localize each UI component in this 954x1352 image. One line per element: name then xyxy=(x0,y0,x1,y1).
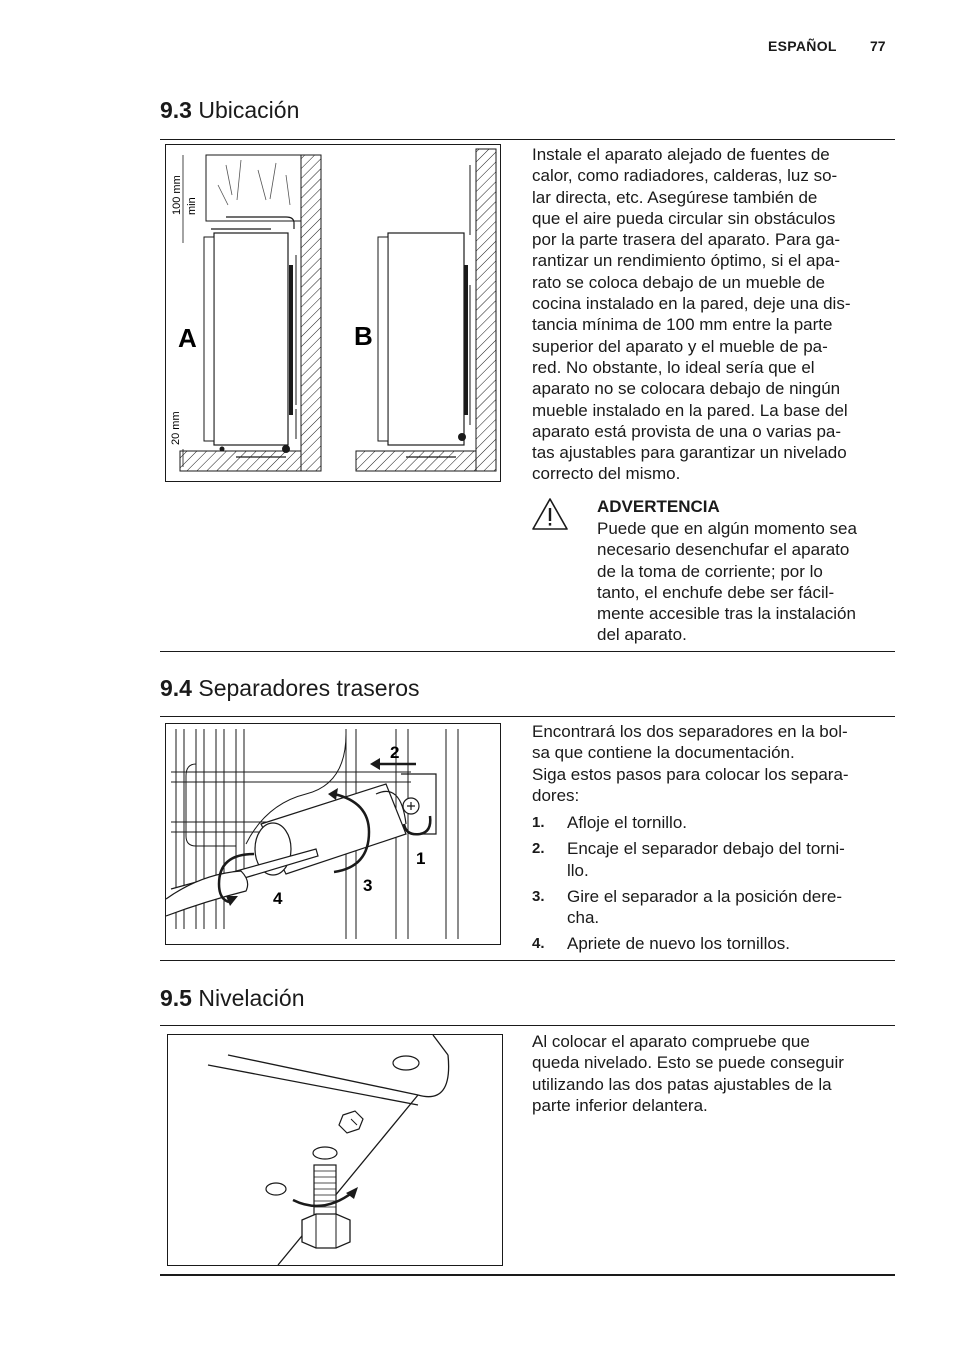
section-rule xyxy=(160,139,895,140)
wall-cabinet xyxy=(206,155,301,221)
warning-text: Puede que en algún momento sea necesario desenchufar el aparato de la toma de corriente; por lo tanto, el enchufe debe ser fácil- mente accesible tras la instalación del aparato. xyxy=(597,519,857,645)
dim-top-min-label: min xyxy=(186,197,198,215)
section-rule xyxy=(160,651,895,652)
appliance-a xyxy=(214,233,288,445)
wall-b xyxy=(476,149,496,471)
warning-title: ADVERTENCIA xyxy=(597,497,720,516)
section-number: 9.5 xyxy=(160,985,192,1011)
step-number-4: 4 xyxy=(273,889,283,908)
separadores-intro: Encontrará los dos separadores en la bol- sa que contiene la documentación. Siga estos pasos para colocar los separa- dores: xyxy=(532,722,849,805)
section-rule xyxy=(160,960,895,961)
leveling-figure xyxy=(167,1034,503,1266)
list-item: 2. Encaje el separador debajo del torni- llo. xyxy=(532,839,845,880)
label-a: A xyxy=(178,323,197,353)
section-number: 9.3 xyxy=(160,97,192,123)
separadores-steps xyxy=(532,812,882,960)
section-heading: Nivelación xyxy=(198,985,305,1011)
floor-a xyxy=(180,451,301,471)
leveling-illustration xyxy=(168,1035,502,1265)
section-title-nivelacion xyxy=(160,985,304,1012)
warning-icon xyxy=(530,496,570,532)
list-item: 1. Afloje el tornillo. xyxy=(532,813,688,832)
ubicacion-text: Instale el aparato alejado de fuentes de calor, como radiadores, calderas, luz so- lar directa, etc. Asegúrese también de que el aire pueda circular sin obstáculos por la parte trasera del aparato. Para ga- rantizar un rendimiento óptimo, si el apa- rato se coloca debajo de un mueble de cocina instalado en la pared, deje una dis- tancia mínima de 100 mm entre la parte superior del aparato y el mueble de pa- red. No obstante, lo ideal sería que el aparato no se colocara debajo de ningún mueble instalado en la pared. La base del aparato está provista de una o varias pa- tas ajustables para garantizar un nivelado correcto del mismo. xyxy=(532,145,851,484)
section-heading: Ubicación xyxy=(198,97,300,123)
step-number-1: 1 xyxy=(416,849,426,868)
spacer-figure xyxy=(165,723,501,945)
nivelacion-text: Al colocar el aparato compruebe que queda nivelado. Esto se puede conseguir utilizando las dos patas ajustables de la parte inferior delantera. xyxy=(532,1032,844,1115)
appliance-b xyxy=(388,233,464,445)
header-language: ESPAÑOL xyxy=(768,38,837,54)
step-number-2: 2 xyxy=(390,743,400,762)
section-rule xyxy=(160,716,895,717)
section-title-separadores xyxy=(160,675,420,702)
dim-bottom-label: 20 mm xyxy=(170,411,182,445)
page-number: 77 xyxy=(870,38,886,54)
page-bottom-rule xyxy=(160,1274,895,1276)
floor-b xyxy=(356,451,476,471)
section-rule xyxy=(160,1025,895,1026)
wall-a xyxy=(301,155,321,471)
placement-illustration xyxy=(166,145,500,481)
step-number-3: 3 xyxy=(363,876,373,895)
section-number: 9.4 xyxy=(160,675,192,701)
list-item: 4. Apriete de nuevo los tornillos. xyxy=(532,934,791,954)
section-title-ubicacion xyxy=(160,97,299,124)
spacer-illustration xyxy=(166,724,500,944)
label-b: B xyxy=(354,321,373,351)
list-item: 3. Gire el separador a la posición dere- cha. xyxy=(532,886,842,928)
placement-figure xyxy=(165,144,501,482)
section-heading: Separadores traseros xyxy=(198,675,420,701)
dim-top-label: 100 mm xyxy=(171,175,183,215)
